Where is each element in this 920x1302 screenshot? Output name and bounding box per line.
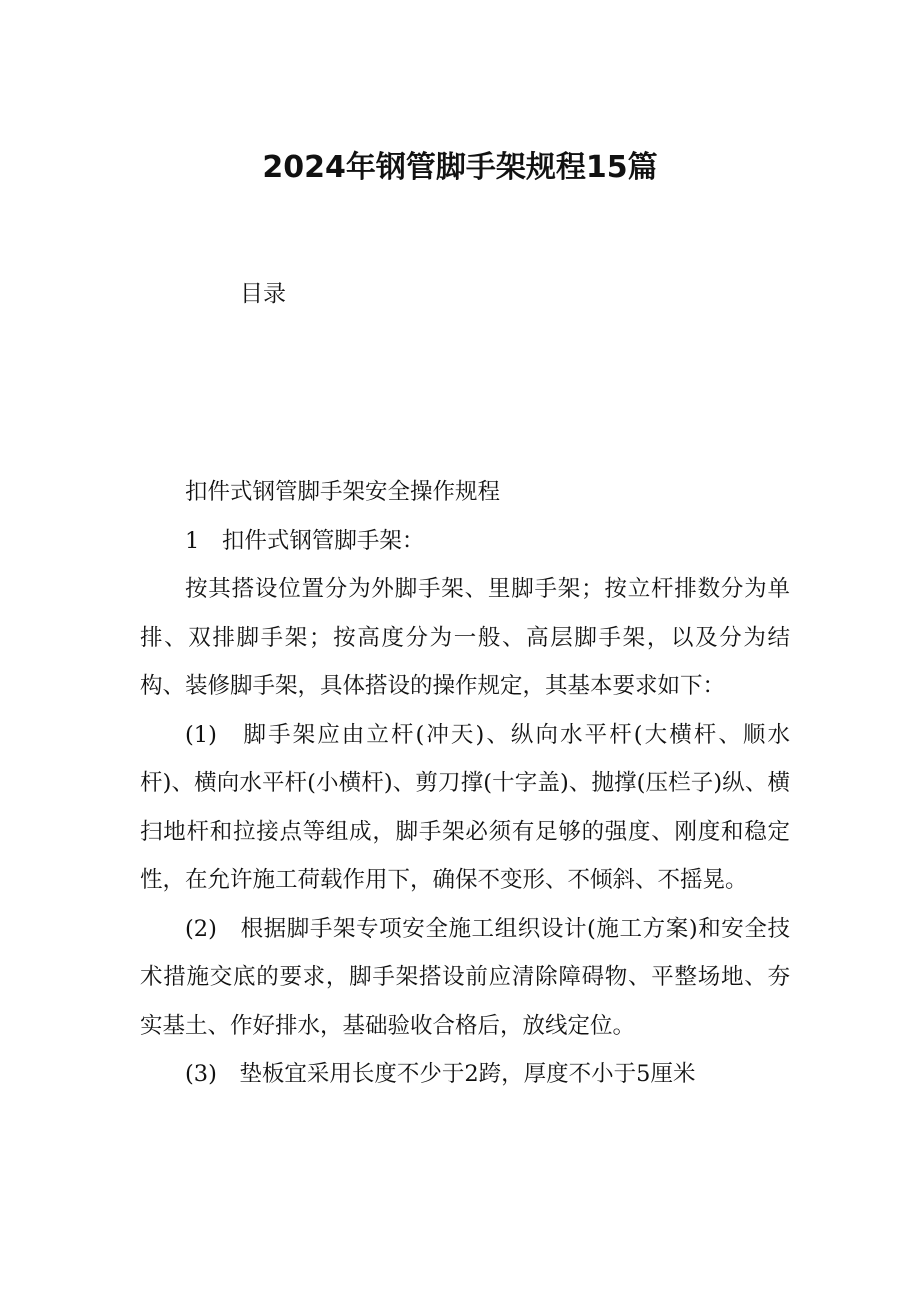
toc-label: 目录 xyxy=(240,281,286,307)
document-body xyxy=(140,468,790,1099)
subheading: 1 扣件式钢管脚手架： xyxy=(185,527,425,554)
document-title: 2024年钢管脚手架规程15篇 xyxy=(262,150,658,185)
paragraph: (2) 根据脚手架专项安全施工组织设计(施工方案)和安全技术措施交底的要求，脚手架搭设前应清除障碍物、平整场地、夯实基土、作好排水，基础验收合格后，放线定位。 xyxy=(140,915,790,1039)
section-heading: 扣件式钢管脚手架安全操作规程 xyxy=(185,479,501,505)
paragraph: (1) 脚手架应由立杆(冲天)、纵向水平杆(大横杆、顺水杆)、横向水平杆(小横杆)、剪刀撑(十字盖)、抛撑(压栏子)纵、横扫地杆和拉接点等组成，脚手架必须有足够的强度、刚度和稳定性，在允许施工荷载作用下，确保不变形、不倾斜、不摇晃。 xyxy=(140,721,790,893)
paragraph: (3) 垫板宜采用长度不少于2跨，厚度不小于5厘米 xyxy=(185,1061,696,1087)
paragraph: 按其搭设位置分为外脚手架、里脚手架；按立杆排数分为单排、双排脚手架；按高度分为一般、高层脚手架，以及分为结构、装修脚手架，具体搭设的操作规定，其基本要求如下： xyxy=(140,576,790,699)
